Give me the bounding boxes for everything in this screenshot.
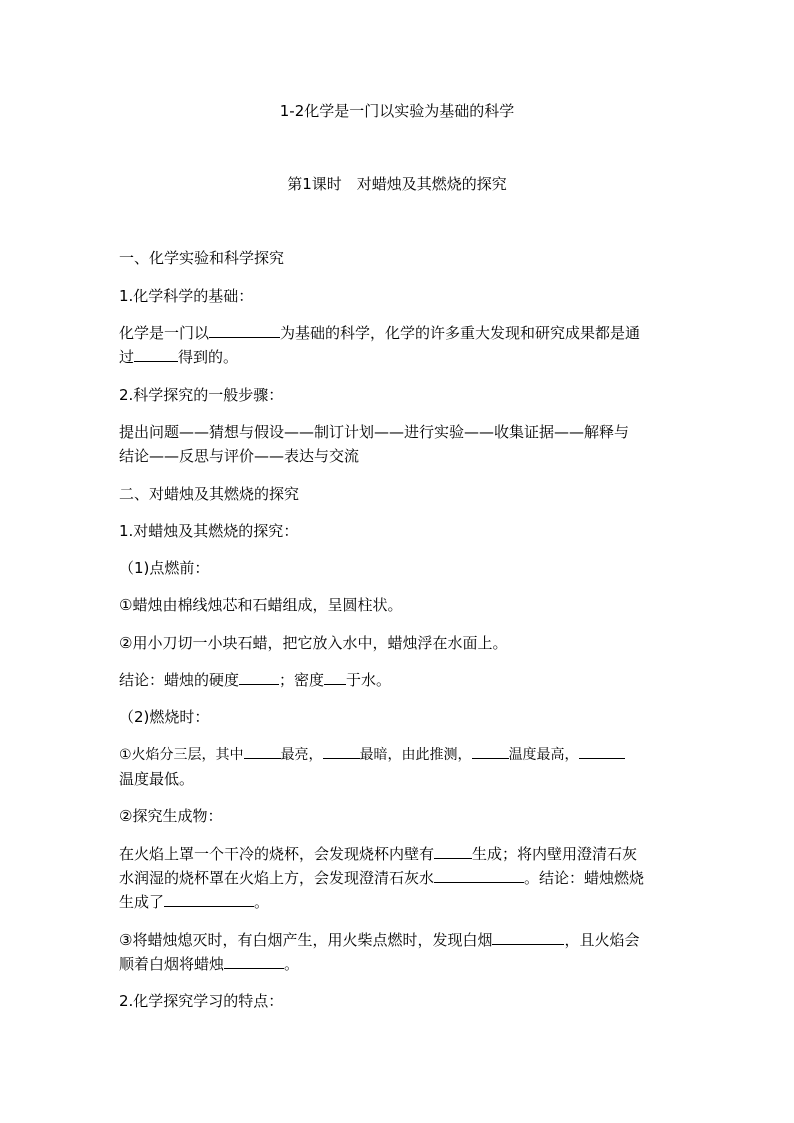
- fill-blank[interactable]: [164, 891, 254, 907]
- fill-blank[interactable]: [492, 929, 564, 945]
- inquiry-steps-line-2: 结论——反思与评价——表达与交流: [119, 447, 360, 465]
- document-title: 1-2化学是一门以实验为基础的科学: [279, 102, 515, 120]
- lesson-subtitle: 第1课时 对蜡烛及其燃烧的探究: [287, 175, 507, 193]
- fill-blank[interactable]: [434, 843, 472, 859]
- candle-item-1-title: 1.对蜡烛及其燃烧的探究：: [119, 522, 299, 540]
- inquiry-steps-line-1: 提出问题——猜想与假设——制订计划——进行实验——收集证据——解释与: [119, 423, 630, 441]
- fill-blank[interactable]: [239, 669, 279, 685]
- fill-blank[interactable]: [134, 346, 178, 362]
- fill-blank[interactable]: [323, 743, 360, 759]
- candle-item-2-title: 2.化学探究学习的特点：: [119, 992, 284, 1010]
- fill-blank[interactable]: [209, 322, 280, 338]
- products-line-3: 生成了 。: [119, 893, 270, 911]
- before-lighting-point-2: ②用小刀切一小块石蜡，把它放入水中，蜡烛浮在水面上。: [119, 634, 508, 652]
- item-1-line-2: 过 得到的。: [119, 348, 239, 366]
- section-2-heading: 二、对蜡烛及其燃烧的探究: [119, 485, 300, 503]
- conclusion-line: 结论：蜡烛的硬度 ；密度 于水。: [119, 671, 392, 689]
- fill-blank[interactable]: [434, 867, 524, 883]
- products-line-1: 在火焰上罩一个干冷的烧杯，会发现烧杯内壁有 生成；将内壁用澄清石灰: [119, 845, 638, 863]
- products-line-2: 水润湿的烧杯罩在火焰上方，会发现澄清石灰水 。结论：蜡烛燃烧: [119, 869, 645, 887]
- item-1-line-1: 化学是一门以 为基础的科学，化学的许多重大发现和研究成果都是通: [119, 324, 641, 342]
- flame-line-2: 温度最低。: [119, 770, 195, 788]
- before-lighting-title: （1)点燃前：: [119, 559, 210, 577]
- before-lighting-point-1: ①蜡烛由棉线烛芯和石蜡组成，呈圆柱状。: [119, 596, 403, 614]
- fill-blank[interactable]: [579, 743, 625, 759]
- section-1-heading: 一、化学实验和科学探究: [119, 249, 285, 267]
- item-1-title: 1.化学科学的基础：: [119, 287, 254, 305]
- fill-blank[interactable]: [224, 953, 284, 969]
- extinguish-line-2: 顺着白烟将蜡烛 。: [119, 955, 300, 973]
- item-2-title: 2.科学探究的一般步骤：: [119, 386, 284, 404]
- burning-title: （2)燃烧时：: [119, 708, 210, 726]
- fill-blank[interactable]: [244, 743, 281, 759]
- extinguish-line-1: ③将蜡烛熄灭时，有白烟产生，用火柴点燃时，发现白烟 ，且火焰会: [119, 931, 640, 949]
- fill-blank[interactable]: [472, 743, 509, 759]
- products-title: ②探究生成物：: [119, 807, 223, 825]
- fill-blank[interactable]: [324, 669, 346, 685]
- flame-line-1: ①火焰分三层，其中 最亮， 最暗，由此推测， 温度最高，: [119, 743, 679, 767]
